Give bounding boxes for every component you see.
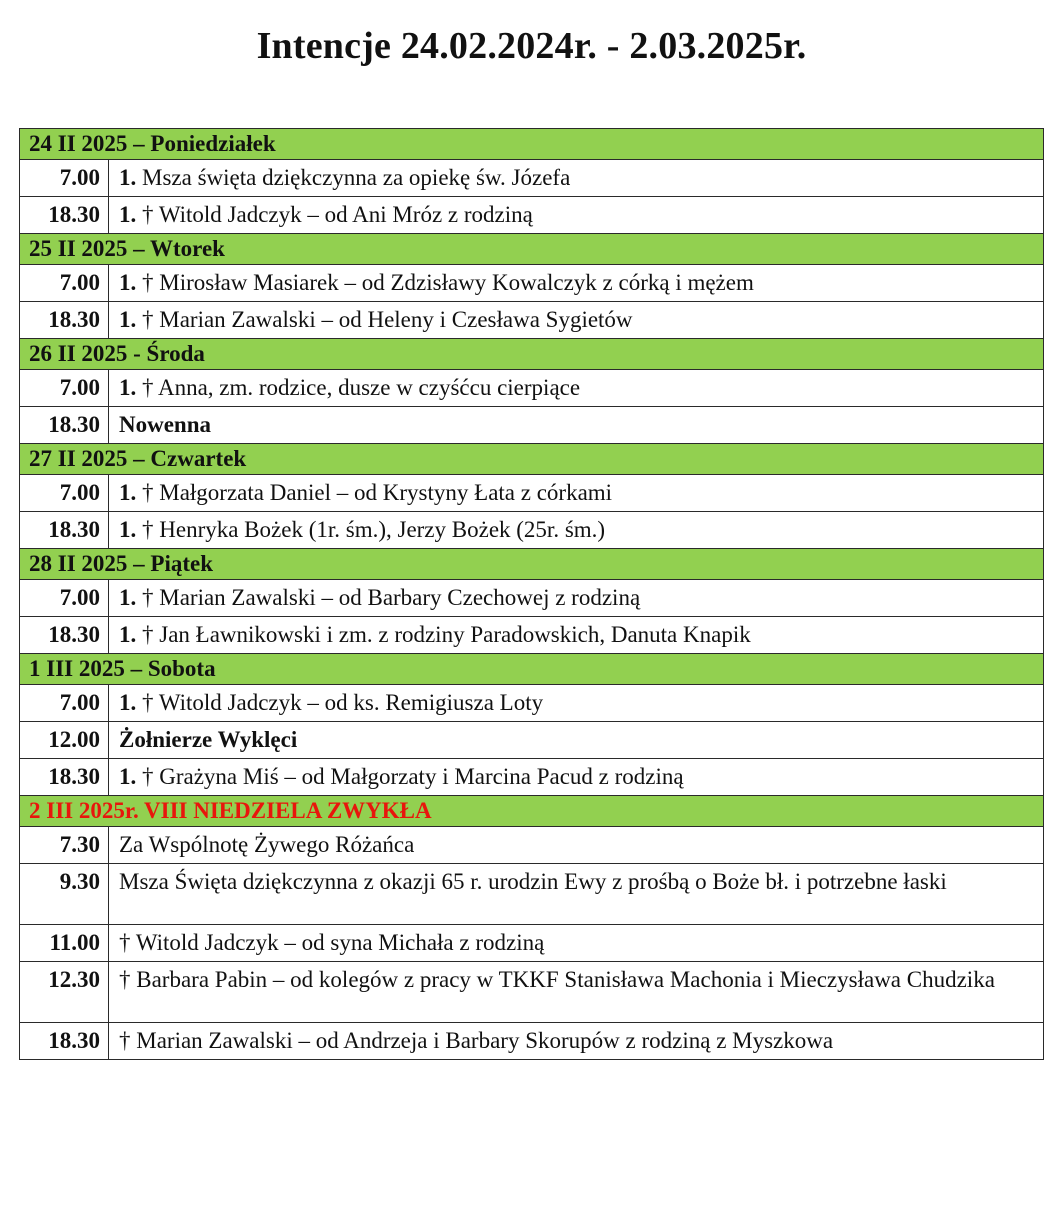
mass-row <box>20 1023 1044 1060</box>
intention-number: 1. <box>119 307 137 332</box>
intention-text: † Witold Jadczyk – od ks. Remigiusza Loty <box>136 690 544 715</box>
mass-intention <box>109 827 1044 864</box>
mass-intention <box>109 617 1044 654</box>
mass-time: 11.00 <box>20 925 109 962</box>
mass-time: 7.00 <box>20 685 109 722</box>
mass-time: 18.30 <box>20 407 109 444</box>
day-header-row <box>20 654 1044 685</box>
mass-row <box>20 475 1044 512</box>
mass-intention <box>109 302 1044 339</box>
mass-row <box>20 617 1044 654</box>
mass-intention <box>109 160 1044 197</box>
intention-text: † Henryka Bożek (1r. śm.), Jerzy Bożek (25r. śm.) <box>136 517 606 542</box>
day-header: 24 II 2025 – Poniedziałek <box>20 129 1044 160</box>
mass-intention <box>109 864 1044 925</box>
mass-row <box>20 925 1044 962</box>
intention-number: 1. <box>119 690 137 715</box>
mass-intention <box>109 1023 1044 1060</box>
mass-time: 7.30 <box>20 827 109 864</box>
mass-time: 18.30 <box>20 1023 109 1060</box>
mass-time: 18.30 <box>20 197 109 234</box>
mass-row <box>20 759 1044 796</box>
mass-time: 18.30 <box>20 617 109 654</box>
intention-text: Msza święta dziękczynna za opiekę św. Józefa <box>136 165 571 190</box>
mass-intention <box>109 475 1044 512</box>
intention-number: 1. <box>119 165 137 190</box>
intention-number: 1. <box>119 622 137 647</box>
mass-row <box>20 265 1044 302</box>
intention-text: Za Wspólnotę Żywego Różańca <box>119 832 415 857</box>
mass-row <box>20 302 1044 339</box>
mass-intention <box>109 962 1044 1023</box>
mass-time: 7.00 <box>20 475 109 512</box>
intention-text: † Witold Jadczyk – od syna Michała z rodziną <box>119 930 545 955</box>
mass-intention <box>109 265 1044 302</box>
day-header-row <box>20 234 1044 265</box>
intention-number: 1. <box>119 270 137 295</box>
mass-row <box>20 864 1044 925</box>
mass-time: 7.00 <box>20 370 109 407</box>
intention-text: † Barbara Pabin – od kolegów z pracy w TKKF Stanisława Machonia i Mieczysława Chudzika <box>119 967 995 992</box>
intentions-table <box>19 128 1044 1060</box>
page-title: Intencje 24.02.2024r. - 2.03.2025r. <box>256 25 807 67</box>
mass-row <box>20 407 1044 444</box>
mass-row <box>20 197 1044 234</box>
mass-row <box>20 160 1044 197</box>
mass-intention <box>109 197 1044 234</box>
day-header: 27 II 2025 – Czwartek <box>20 444 1044 475</box>
intention-text: † Witold Jadczyk – od Ani Mróz z rodziną <box>136 202 533 227</box>
mass-row <box>20 827 1044 864</box>
mass-time: 9.30 <box>20 864 109 925</box>
mass-row <box>20 580 1044 617</box>
intention-text: † Małgorzata Daniel – od Krystyny Łata z córkami <box>136 480 613 505</box>
mass-time: 7.00 <box>20 265 109 302</box>
day-header-row <box>20 796 1044 827</box>
mass-intention <box>109 925 1044 962</box>
intention-text: † Grażyna Miś – od Małgorzaty i Marcina Pacud z rodziną <box>136 764 684 789</box>
mass-intention <box>109 759 1044 796</box>
day-header-row <box>20 339 1044 370</box>
intention-number: 1. <box>119 375 137 400</box>
mass-time: 18.30 <box>20 759 109 796</box>
mass-time: 12.00 <box>20 722 109 759</box>
mass-row <box>20 512 1044 549</box>
day-header-row <box>20 129 1044 160</box>
mass-intention <box>109 722 1044 759</box>
intention-number: 1. <box>119 764 137 789</box>
day-header-row <box>20 444 1044 475</box>
intention-text: † Marian Zawalski – od Andrzeja i Barbary Skorupów z rodziną z Myszkowa <box>119 1028 834 1053</box>
mass-intention <box>109 407 1044 444</box>
intention-number: 1. <box>119 517 137 542</box>
intention-number: 1. <box>119 480 137 505</box>
intention-text: † Anna, zm. rodzice, dusze w czyśćcu cierpiące <box>136 375 581 400</box>
intention-text: † Marian Zawalski – od Heleny i Czesława Sygietów <box>136 307 633 332</box>
mass-row <box>20 685 1044 722</box>
mass-row <box>20 370 1044 407</box>
mass-intention <box>109 370 1044 407</box>
mass-intention <box>109 685 1044 722</box>
mass-intention <box>109 580 1044 617</box>
intention-text: Nowenna <box>119 412 212 437</box>
day-header: 2 III 2025r. VIII NIEDZIELA ZWYKŁA <box>20 796 1044 827</box>
intention-number: 1. <box>119 202 137 227</box>
mass-time: 18.30 <box>20 512 109 549</box>
mass-row <box>20 722 1044 759</box>
mass-row <box>20 962 1044 1023</box>
day-header: 26 II 2025 - Środa <box>20 339 1044 370</box>
day-header-row <box>20 549 1044 580</box>
mass-time: 12.30 <box>20 962 109 1023</box>
mass-time: 7.00 <box>20 580 109 617</box>
day-header: 28 II 2025 – Piątek <box>20 549 1044 580</box>
mass-time: 18.30 <box>20 302 109 339</box>
intention-text: † Jan Ławnikowski i zm. z rodziny Paradowskich, Danuta Knapik <box>136 622 751 647</box>
mass-time: 7.00 <box>20 160 109 197</box>
mass-intention <box>109 512 1044 549</box>
day-header: 1 III 2025 – Sobota <box>20 654 1044 685</box>
intention-text: † Mirosław Masiarek – od Zdzisławy Kowalczyk z córką i mężem <box>136 270 754 295</box>
intention-text: Żołnierze Wyklęci <box>119 727 298 752</box>
intention-text: Msza Święta dziękczynna z okazji 65 r. urodzin Ewy z prośbą o Boże bł. i potrzebne łaski <box>119 869 947 894</box>
intention-text: † Marian Zawalski – od Barbary Czechowej z rodziną <box>136 585 641 610</box>
day-header: 25 II 2025 – Wtorek <box>20 234 1044 265</box>
intention-number: 1. <box>119 585 137 610</box>
